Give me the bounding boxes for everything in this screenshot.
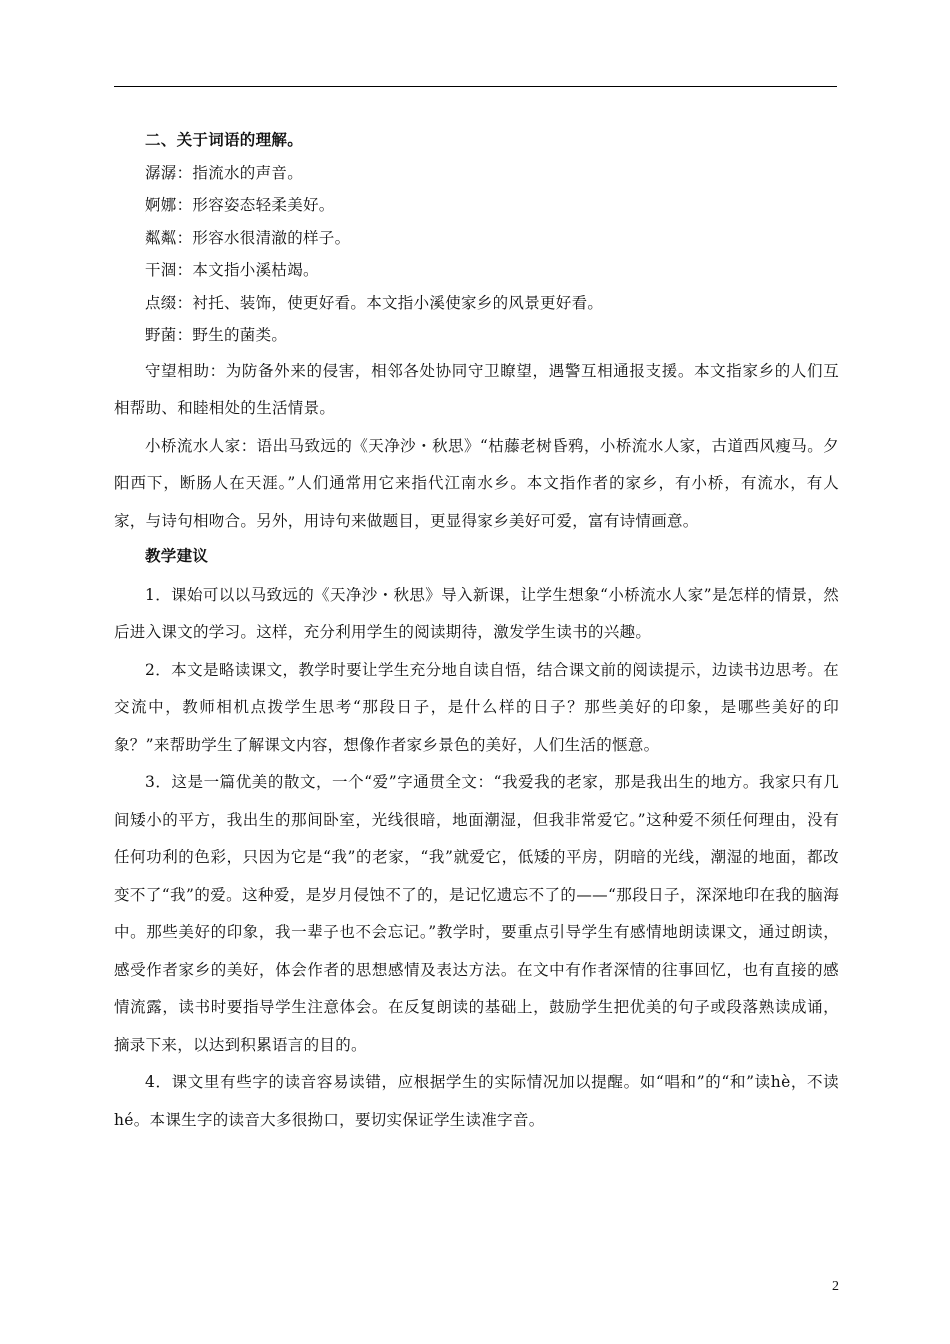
document-body (114, 124, 839, 1139)
suggestion-2: 2．本文是略读课文，教学时要让学生充分地自读自悟，结合课文前的阅读提示，边读书边思考。在交流中，教师相机点拨学生思考“那段日子，是什么样的日子？那些美好的印象，是哪些美好的印象？”来帮助学生了解课文内容，想像作者家乡景色的美好，人们生活的惬意。 (114, 660, 839, 754)
term-chanchan: 潺潺：指流水的声音。 (145, 163, 304, 182)
term-xiaoqiao: 小桥流水人家：语出马致远的《天净沙・秋思》“枯藤老树昏鸦，小桥流水人家，古道西风瘦马。夕阳西下，断肠人在天涯。”人们通常用它来指代江南水乡。本文指作者的家乡，有小桥，有流水，有人家，与诗句相吻合。另外，用诗句来做题目，更显得家乡美好可爱，富有诗情画意。 (114, 436, 839, 530)
header-rule (114, 86, 837, 87)
section-heading: 二、关于词语的理解。 (145, 130, 304, 149)
suggestion-1: 1．课始可以以马致远的《天净沙・秋思》导入新课，让学生想象“小桥流水人家”是怎样的情景，然后进入课文的学习。这样，充分利用学生的阅读期待，激发学生读书的兴趣。 (114, 585, 839, 641)
term-enuo: 婀娜：形容姿态轻柔美好。 (145, 196, 335, 214)
teaching-heading: 教学建议 (145, 546, 209, 565)
term-shouwang: 守望相助：为防备外来的侵害，相邻各处协同守卫瞭望，遇警互相通报支援。本文指家乡的人们互相帮助、和睦相处的生活情景。 (114, 361, 839, 417)
suggestion-3: 3．这是一篇优美的散文，一个“爱”字通贯全文：“我爱我的老家，那是我出生的地方。我家只有几间矮小的平方，我出生的那间卧室，光线很暗，地面潮湿，但我非常爱它。”这种爱不须任何理由，没有任何功利的色彩，只因为它是“我”的老家，“我”就爱它，低矮的平房，阴暗的光线，潮湿的地面，都改变不了“我”的爱。这种爱，是岁月侵蚀不了的，是记忆遗忘不了的——“那段日子，深深地印在我的脑海中。那些美好的印象，我一辈子也不会忘记。”教学时，要重点引导学生有感情地朗读课文，通过朗读，感受作者家乡的美好，体会作者的思想感情及表达方法。在文中有作者深情的往事回忆，也有直接的感情流露，读书时要指导学生注意体会。在反复朗读的基础上，鼓励学生把优美的句子或段落熟读成诵，摘录下来，以达到积累语言的目的。 (114, 773, 839, 1054)
suggestion-4: 4．课文里有些字的读音容易读错，应根据学生的实际情况加以提醒。如“唱和”的“和”读hè，不读hé。本课生字的读音大多很拗口，要切实保证学生读准字音。 (114, 1073, 839, 1129)
term-dianzhui: 点缀：衬托、装饰，使更好看。本文指小溪使家乡的风景更好看。 (145, 293, 604, 312)
term-gange: 干涸：本文指小溪枯竭。 (145, 261, 319, 279)
page-number: 2 (832, 1279, 839, 1294)
term-yejun: 野菌：野生的菌类。 (145, 326, 288, 344)
term-linlin: 粼粼：形容水很清澈的样子。 (145, 228, 351, 247)
